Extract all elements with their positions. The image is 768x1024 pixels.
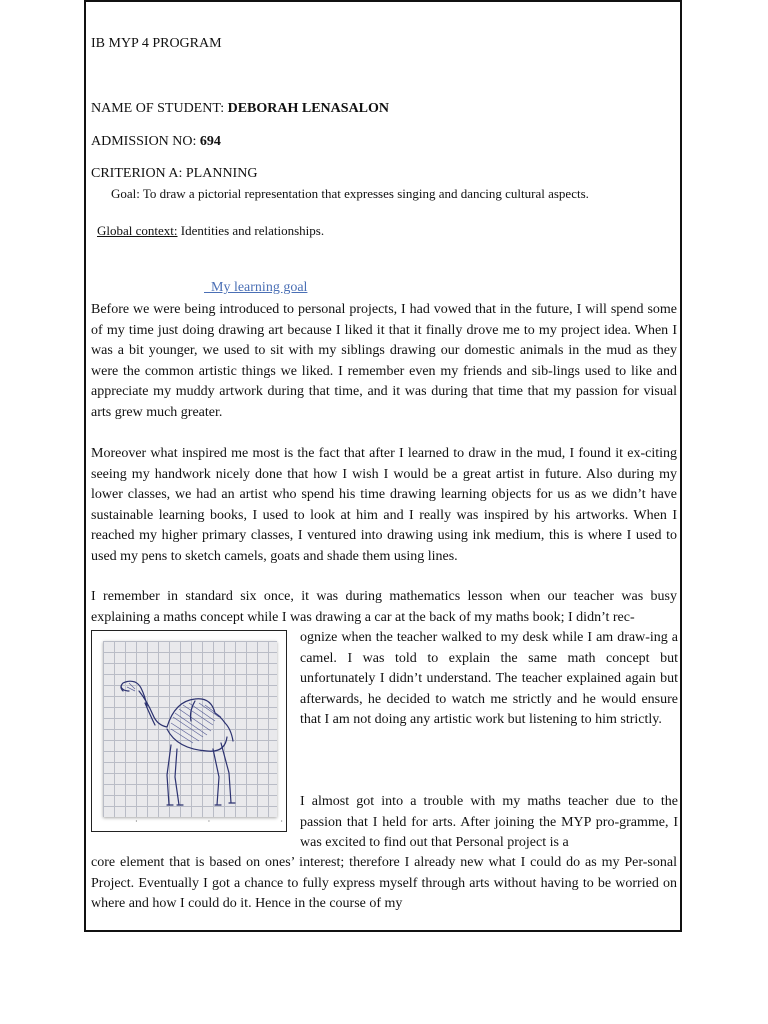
learning-goal-link[interactable]: My learning goal: [211, 280, 308, 295]
camel-sketch-image: [103, 641, 277, 817]
learning-goal-heading[interactable]: [204, 280, 307, 296]
criterion-heading: CRITERION A: PLANNING: [91, 166, 258, 181]
paragraph-4-continued: core element that is based on ones’ interest; therefore I already new what I could do as my Per-sonal Project. Eventually I got a chance to fully express myself through arts without having to be worried on where and how I could do it. Hence in the course of my: [91, 855, 677, 912]
paragraph-1: Before we were being introduced to personal projects, I had vowed that in the future, I will spend some of my time just doing drawing art because I liked it that it finally drove me to my project idea. When I was a bit younger, we used to sit with my siblings drawing our domestic animals in the mud as they were the common artistic things we liked. I remember even my friends and sib-lings used to like and appreciate my muddy artwork during that time, and it was during that time that my passion for visual arts grew much greater.: [91, 302, 677, 420]
camel-icon: [109, 647, 269, 809]
global-context-line: [97, 223, 324, 239]
admission-number: 694: [199, 134, 221, 149]
student-name-line: [91, 101, 389, 117]
admission-label: ADMISSION NO:: [91, 134, 200, 149]
student-name: DEBORAH LENASALON: [227, 101, 390, 116]
goal-text: Goal: To draw a pictorial representation that expresses singing and dancing cultural aspects.: [111, 186, 589, 201]
student-name-label: NAME OF STUDENT:: [91, 101, 228, 116]
program-title: IB MYP 4 PROGRAM: [91, 36, 222, 51]
paragraph-3-intro: I remember in standard six once, it was during mathematics lesson when our teacher was busy explaining a maths concept while I was drawing a car at the back of my maths book; I didn’t rec-: [91, 589, 677, 625]
camel-figure-frame: [91, 630, 287, 832]
global-context-value: Identities and relationships.: [177, 223, 325, 238]
paragraph-2: Moreover what inspired me most is the fact that after I learned to draw in the mud, I found it ex-citing seeing my handwork nicely done that how I wish I would be a great artist in future. Also during my lower classes, we had an artist who spend his time drawing learning objects for us as we didn’t have sustainable learning books, I used to look at him and I really was inspired by his artworks. When I reached my higher primary classes, I ventured into drawing using ink medium, this is where I used to used my pens to sketch camels, goats and shade them using lines.: [91, 446, 677, 564]
global-context-label: Global context:: [97, 223, 178, 238]
paragraph-3-wrap: ognize when the teacher walked to my desk while I am draw-ing a camel. I was told to explain the same math concept but unfortunately I didn’t understand. The teacher explained again but afterwards, he decided to watch me strictly and he would ensure that I am not doing any artistic work but listening to him strictly.: [300, 630, 678, 728]
admission-line: [91, 134, 221, 150]
figure-caption: · · ·: [135, 817, 317, 826]
paragraph-4-wrap: I almost got into a trouble with my maths teacher due to the passion that I held for arts. After joining the MYP pro-gramme, I was excited to find out that Personal project is a: [300, 794, 678, 851]
